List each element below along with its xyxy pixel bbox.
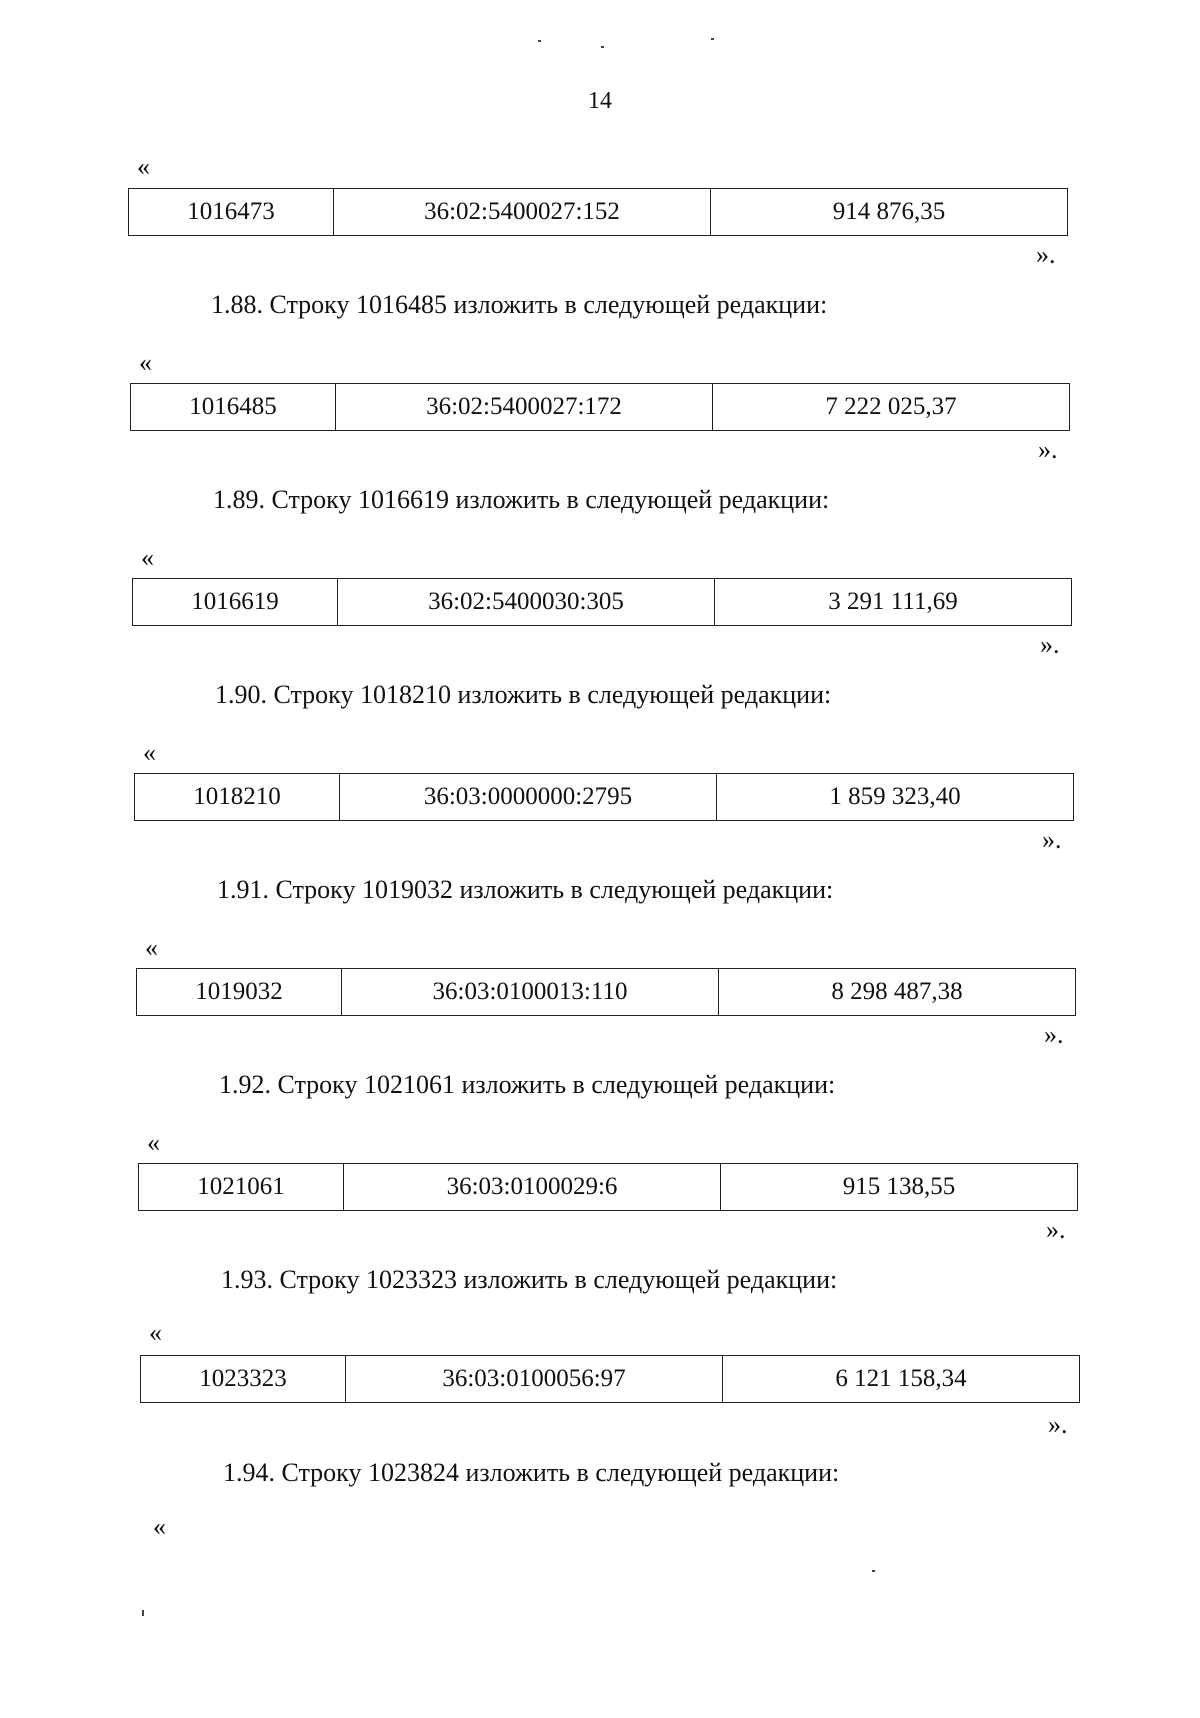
close-quote: ». xyxy=(1044,1020,1064,1049)
row-code-cell: 1021061 xyxy=(139,1164,344,1211)
section-heading: 1.91. Строку 1019032 изложить в следующей редакции: xyxy=(217,875,834,904)
cadastral-number-cell: 36:02:5400027:152 xyxy=(334,189,711,236)
close-quote: ». xyxy=(1048,1410,1068,1439)
open-quote: « xyxy=(147,1128,160,1157)
scan-speck xyxy=(142,1610,144,1616)
open-quote: « xyxy=(145,933,158,962)
open-quote: « xyxy=(139,348,152,377)
row-table xyxy=(130,383,1070,431)
section-heading: 1.90. Строку 1018210 изложить в следующей редакции: xyxy=(215,680,832,709)
open-quote: « xyxy=(153,1512,166,1541)
cadastral-number-cell: 36:03:0100029:6 xyxy=(344,1164,721,1211)
open-quote: « xyxy=(143,738,156,767)
value-cell: 8 298 487,38 xyxy=(719,969,1076,1016)
row-code-cell: 1016619 xyxy=(133,579,338,626)
cadastral-number-cell: 36:02:5400030:305 xyxy=(338,579,715,626)
cadastral-number-cell: 36:02:5400027:172 xyxy=(336,384,713,431)
open-quote: « xyxy=(141,543,154,572)
table-row xyxy=(141,1356,1080,1403)
table-row xyxy=(131,384,1070,431)
cadastral-number-cell: 36:03:0000000:2795 xyxy=(340,774,717,821)
section-heading: 1.92. Строку 1021061 изложить в следующей редакции: xyxy=(219,1070,836,1099)
row-code-cell: 1018210 xyxy=(135,774,340,821)
row-code-cell: 1016473 xyxy=(129,189,334,236)
section-heading: 1.94. Строку 1023824 изложить в следующей редакции: xyxy=(223,1458,840,1487)
close-quote: ». xyxy=(1038,435,1058,464)
table-row xyxy=(135,774,1074,821)
close-quote: ». xyxy=(1042,825,1062,854)
page-number: 14 xyxy=(588,88,612,114)
row-table xyxy=(134,773,1074,821)
row-table xyxy=(138,1163,1078,1211)
scan-speck xyxy=(601,46,604,48)
table-row xyxy=(133,579,1072,626)
value-cell: 3 291 111,69 xyxy=(715,579,1072,626)
value-cell: 7 222 025,37 xyxy=(713,384,1070,431)
close-quote: ». xyxy=(1040,630,1060,659)
close-quote: ». xyxy=(1036,240,1056,269)
scan-speck xyxy=(538,40,541,42)
value-cell: 6 121 158,34 xyxy=(723,1356,1080,1403)
section-heading: 1.88. Строку 1016485 изложить в следующей редакции: xyxy=(211,290,828,319)
close-quote: ». xyxy=(1046,1215,1066,1244)
row-table xyxy=(140,1355,1080,1403)
cadastral-number-cell: 36:03:0100056:97 xyxy=(346,1356,723,1403)
row-code-cell: 1019032 xyxy=(137,969,342,1016)
row-code-cell: 1023323 xyxy=(141,1356,346,1403)
open-quote: « xyxy=(149,1318,162,1347)
row-table xyxy=(132,578,1072,626)
section-heading: 1.93. Строку 1023323 изложить в следующей редакции: xyxy=(221,1265,838,1294)
row-table xyxy=(136,968,1076,1016)
value-cell: 914 876,35 xyxy=(711,189,1068,236)
table-row xyxy=(137,969,1076,1016)
value-cell: 1 859 323,40 xyxy=(717,774,1074,821)
value-cell: 915 138,55 xyxy=(721,1164,1078,1211)
cadastral-number-cell: 36:03:0100013:110 xyxy=(342,969,719,1016)
table-row xyxy=(139,1164,1078,1211)
section-heading: 1.89. Строку 1016619 изложить в следующей редакции: xyxy=(213,485,830,514)
scan-speck xyxy=(872,1570,875,1572)
table-row xyxy=(129,189,1068,236)
row-code-cell: 1016485 xyxy=(131,384,336,431)
row-table xyxy=(128,188,1068,236)
open-quote: « xyxy=(137,152,150,181)
scan-speck xyxy=(711,38,714,40)
